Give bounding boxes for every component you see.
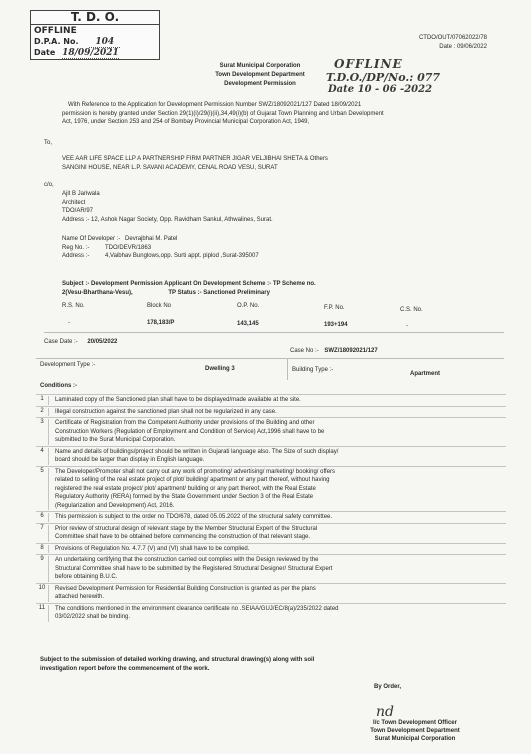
condition-text [48,448,506,465]
building-type-label: Building Type :- [292,367,334,373]
intro-line: permission is hereby granted under Section 29(1)(i)/29(i)(ii),34,49(i)(b) of Gujarat Town Planning and Urban Development [62,110,384,117]
developer-addr-row [62,252,462,261]
condition-item [36,394,506,406]
condition-text [48,513,506,522]
stamp-title: T. D. O. [31,11,159,25]
developer-addr: 4,Vaibhav Bunglows,opp. Surti appt. piplod ,Surat-395007 [105,253,259,259]
architect-address: Address :- 12, Ashok Nagar Society, Opp. Ravidham Sankul, Athwalines, Surat. [62,216,273,223]
condition-line: board should be larger than display in English language. [55,457,205,463]
handwritten-offline: OFFLINE [334,57,403,71]
condition-line: related to selling of the real estate project of plot/ building/ apartment or any part thereof, without having [55,477,330,483]
condition-text [48,408,506,417]
condition-line: (Regularization and Development) Act, 2016. [55,502,175,509]
to-label: To, [44,140,53,146]
org-header [190,62,330,89]
developer-name: Devrajbhai M. Patel [125,236,178,242]
stamp-dpa-row [31,36,159,47]
by-order: By Order, [374,684,402,690]
intro-line: Act, 1976, under Section 253 and 254 of Bombay Provincial Municipal Corporation Act, 1949, [62,119,310,125]
intro-line: With Reference to the Application for Development Permission Number SWZ/18092021/127 Dated 18/09/2021 [68,102,362,108]
stamp-dpa-label: D.P.A. No. [34,37,79,46]
subject-block [62,280,492,297]
condition-line: Revised Development Permission for Residential Building Construction is granted as per the plans [55,585,316,592]
condition-line: registered the real estate project/ plot/ apartment/ building or any part thereof, with the Real Estate [55,485,316,492]
signature-line-3: Surat Municipal Corporation [374,736,456,742]
table-value-fp: 193+194 [324,322,348,328]
condition-number: 5 [40,467,44,474]
condition-number: 6 [40,513,44,519]
table-header-rs: R.S. No. [62,303,85,309]
stamp-offline [31,25,159,36]
condition-number: 9 [40,556,44,562]
subject-line-2-row [62,289,492,298]
condition-item [36,554,506,583]
table-value-op: 143,145 [237,321,259,327]
condition-text [48,556,506,582]
condition-line: attached herewith. [55,594,105,600]
developer-block [62,235,462,261]
condition-item [36,466,506,512]
condition-item [36,417,506,446]
table-header-op: O.P. No. [237,303,260,309]
case-date-row [44,339,117,347]
case-no-label: Case No :- [290,348,319,354]
architect-code: TDO/AR/97 [62,208,94,214]
subject-line-2: 2(Vesu-Bharthana-Vesu), [62,289,133,296]
dev-type-label: Development Type :- [40,362,96,368]
stamp-date-row [31,47,159,58]
table-header-block: Block No [147,303,172,309]
architect-block [62,190,462,224]
condition-number: 10 [38,584,46,591]
intro-paragraph [62,101,492,127]
condition-number: 2 [40,407,44,414]
condition-item [36,523,506,543]
developer-name-row [62,235,462,244]
devtype-rule-top [36,358,504,359]
table-value-cs: - [406,323,408,329]
condition-number: 11 [38,604,46,611]
org-line-2: Town Development Department [215,72,305,78]
condition-line: Regulatory Authority (RERA) formed by the State Government under Section 3 of the Real Estate [55,494,314,500]
table-value-rs: - [68,320,70,326]
subject-line-1: Subject :- Development Permission Applicant On Development Scheme :- TP Scheme no. [62,281,316,287]
condition-number: 3 [40,419,44,425]
closing-line: investigation report before the commencement of the work. [40,665,210,672]
stamp-date-value: 18/09/2021 [62,48,119,58]
condition-line: Illegal construction against the sanctioned plan shall not be regularized in any case. [55,408,277,415]
condition-line: The Developer/Promoter shall not carry out any work of promoting/ advertising/ marketing/ booking/ offers [55,468,336,475]
signature-block [340,719,490,743]
stamp-date-label: Date [34,48,56,57]
table-rule [44,332,504,333]
org-line-1: Surat Municipal Corporation [219,63,301,69]
condition-text [48,525,506,542]
developer-name-label: Name Of Developer :- [62,236,121,242]
table-value-block: 178,183/P [147,320,175,326]
table-header-cs: C.S. No. [400,307,423,313]
condition-text [48,419,506,445]
closing-note [40,656,500,673]
signature-mark: nd [376,704,394,720]
building-type-value: Apartment [410,371,441,377]
condition-line: Prior review of structural design of relevant stage by the Member Structural Expert of the Structural [55,525,318,532]
condition-number: 7 [40,524,44,531]
closing-line: Subject to the submission of detailed working drawing, and structural drawing(s) along with soil [40,657,315,663]
table-header-fp: F.P. No. [324,305,345,311]
handwritten-date: Date 10 - 06 -2022 [328,84,433,95]
handwritten-tdo-number: T.D.O./DP/No.: 077 [326,71,441,84]
case-date-label: Case Date :- [44,339,78,345]
condition-line: Committee shall have to be obtained before commencing the construction of that relevant stage. [55,534,311,540]
condition-number: 1 [40,396,44,402]
org-line-3: Development Permission [224,81,296,87]
condition-line: 03/02/2022 shall be binding. [55,614,131,620]
stamp-offline-text: OFFLINE [34,26,77,36]
condition-line: Laminated copy of the Sanctioned plan shall have to be displayed/made available at the site. [55,397,301,403]
condition-item [36,406,506,418]
reference-block [419,34,487,52]
case-date: 20/05/2022 [87,339,118,345]
signature-line-1: I/c Town Development Officer [373,720,457,726]
condition-item [36,543,506,555]
condition-line: submitted to the Surat Municipal Corporation. [55,437,176,443]
condition-text [48,468,506,511]
condition-text [48,605,506,622]
condition-line: Name and details of buildings/project should be written in Gujarati language also. The Size of such display/ [55,448,339,455]
condition-line: before obtaining B.U.C. [55,574,118,580]
condition-item [36,583,506,603]
addressee-line: SANGINI HOUSE, NEAR L.P. SAVANI ACADEMY, CENAL ROAD VESU, SURAT [62,164,278,171]
co-label: c/o, [44,182,54,188]
developer-reg-label: Reg No. :- [62,244,90,251]
condition-line: An undertaking certifying that the construction carried out complies with the Design reviewed by the [55,557,319,563]
developer-reg-row [62,244,462,253]
reference-date: Date : 09/06/2022 [439,44,487,50]
tdo-stamp [30,10,160,60]
outward-number: CTDO/OUT/07062022/78 [418,35,487,41]
architect-role: Architect [62,199,86,206]
condition-number: 8 [40,544,44,551]
conditions-list [36,394,506,623]
condition-line: This permission is subject to the order no TDO/678, dated 05.05.2022 of the structural safety committee. [55,514,333,520]
condition-number: 4 [40,447,44,454]
architect-name: Ajit B Jariwala [62,191,100,197]
condition-item [36,603,506,623]
dev-type-value: Dwelling 3 [205,366,235,372]
stamp-dpa-no: 104 [89,37,120,48]
condition-line: Provisions of Regulation No. 4.7.7 (V) and (VI) shall have to be complied. [55,545,250,552]
condition-line: Construction Workers (Regulation of Employment and Condition of Service) Act,1996 shall have to be [55,428,325,435]
condition-line: Structural Committee shall have to be submitted by the Registered Structural Designer/ Structural Expert [55,565,333,572]
case-no: SWZ/18092021/127 [324,348,378,354]
condition-text [48,396,506,405]
addressee-line: VEE AAR LIFE SPACE LLP A PARTNERSHIP FIRM PARTNER JIGAR VELJIBHAI SHETA & Others [62,156,328,162]
condition-text [48,585,506,602]
condition-text [48,545,506,554]
land-table [62,300,462,332]
case-no-row [290,348,378,356]
condition-item [36,511,506,523]
signature-line-2: Town Development Department [370,728,460,734]
developer-reg: TDO/DEVR/1863 [105,244,152,251]
condition-item [36,446,506,466]
tp-status: TP Status :- Sanctioned Preliminary [168,289,270,296]
addressee-block [62,155,492,172]
conditions-label: Conditions :- [40,383,77,389]
condition-line: Certificate of Registration from the Competent Authority under provisions of the Building and other [55,420,315,426]
developer-addr-label: Address :- [62,253,90,259]
condition-line: The conditions mentioned in the environment clearance certificate no .SEIAA/GUJ/EC/8(a)/235/2022 dated [55,605,339,612]
devtype-divider [287,358,288,380]
